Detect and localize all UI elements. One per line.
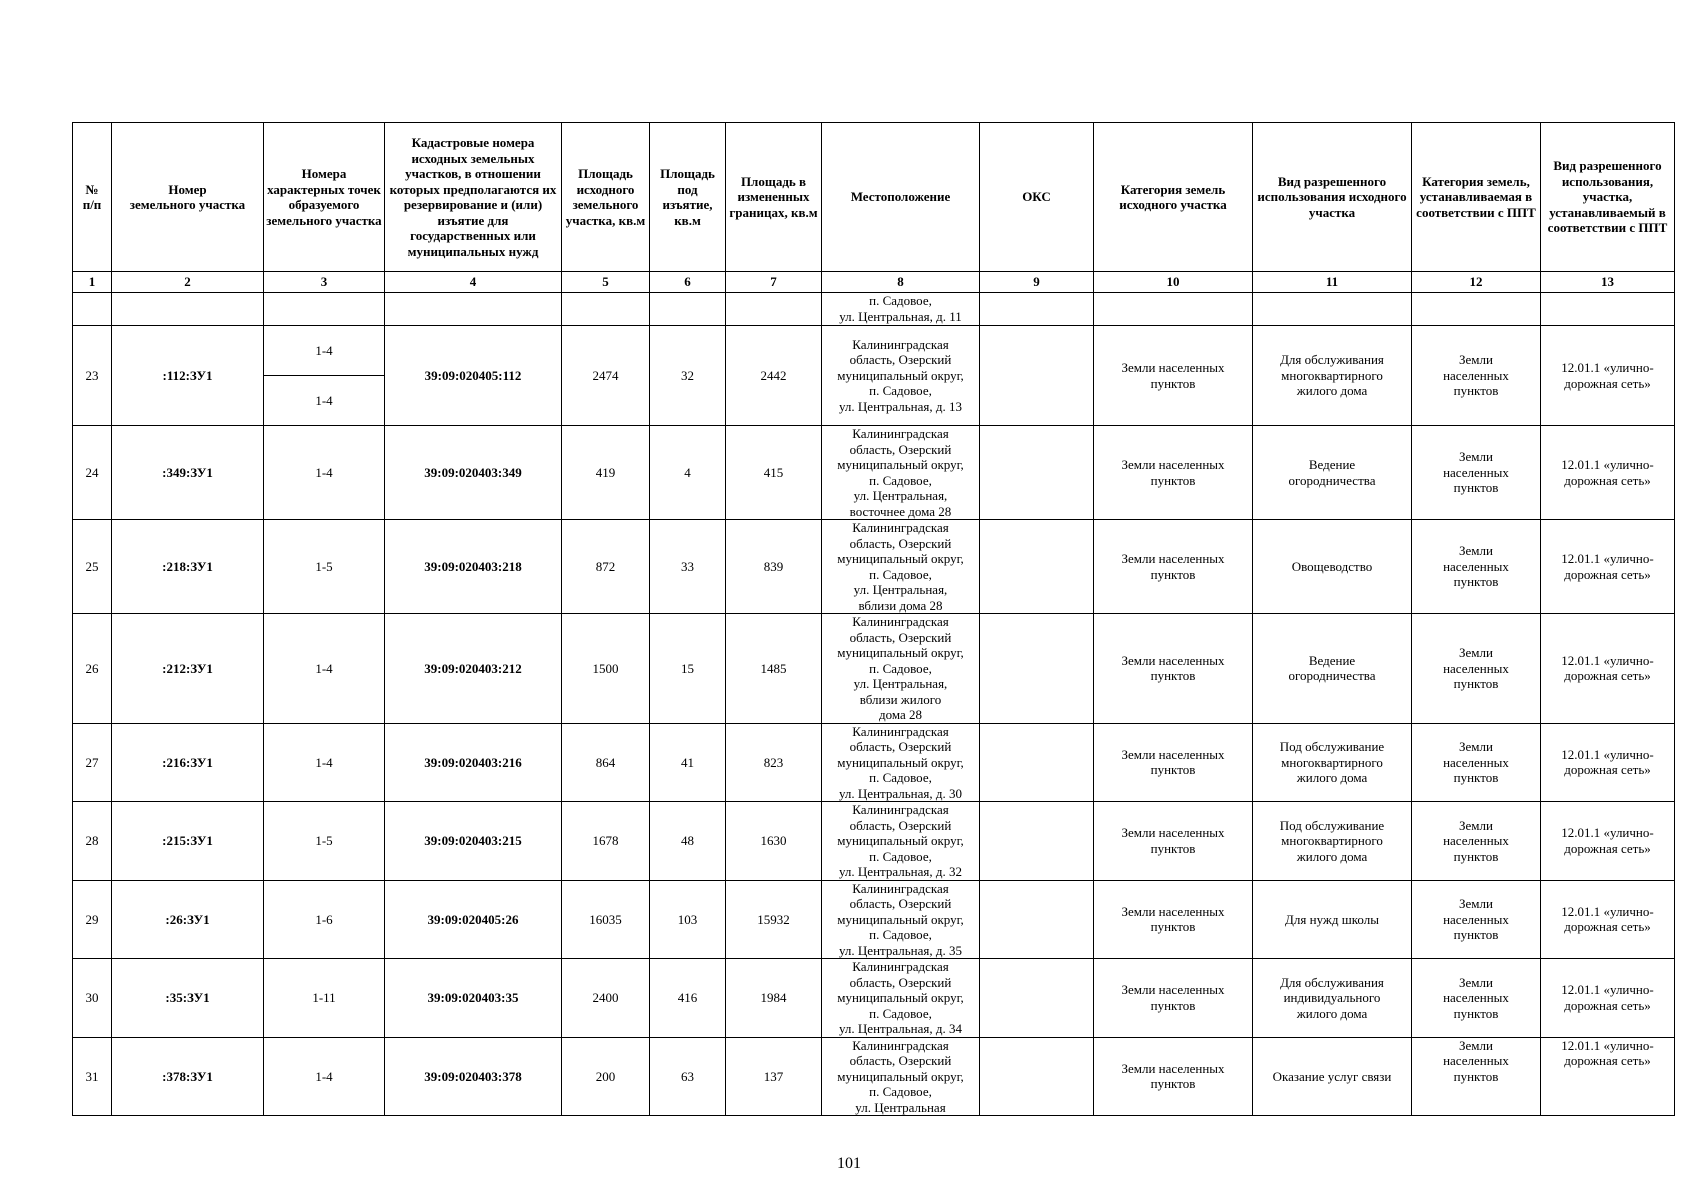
cell-points: 1-11 [264, 959, 385, 1038]
cell-area-new: 823 [726, 723, 822, 802]
cell-points: 1-5 [264, 520, 385, 614]
header-row [73, 123, 1675, 272]
cell-oks [980, 959, 1094, 1038]
cell-cadastral: 39:09:020403:349 [385, 426, 562, 520]
cell-location: Калининградская область, Озерский муниципальный округ, п. Садовое, ул. Центральная, д. 32 [822, 802, 980, 881]
column-number-num: 1 [73, 272, 112, 293]
cell-points: 1-4 [264, 1037, 385, 1116]
cell-use-ppt: 12.01.1 «улично- дорожная сеть» [1541, 959, 1675, 1038]
column-number-category: 10 [1094, 272, 1253, 293]
cell-num: 28 [73, 802, 112, 881]
column-number-area-src: 5 [562, 272, 650, 293]
cell-area-take: 416 [650, 959, 726, 1038]
table-row [73, 959, 1675, 1038]
cell-points: 1-4 [264, 723, 385, 802]
cell-category-ppt: Земли населенных пунктов [1412, 723, 1541, 802]
column-number-cadastral: 4 [385, 272, 562, 293]
column-number-area-take: 6 [650, 272, 726, 293]
column-number-parcel: 2 [112, 272, 264, 293]
header-location: Местоположение [822, 123, 980, 272]
cell-category: Земли населенных пунктов [1094, 723, 1253, 802]
cell-category: Земли населенных пунктов [1094, 520, 1253, 614]
column-number-use: 11 [1253, 272, 1412, 293]
cell-area-src [562, 293, 650, 326]
cell-category: Земли населенных пунктов [1094, 614, 1253, 724]
cell-parcel: :218:ЗУ1 [112, 520, 264, 614]
cell-category-ppt [1412, 293, 1541, 326]
column-number-points: 3 [264, 272, 385, 293]
table-row [73, 880, 1675, 959]
cell-points: 1-5 [264, 802, 385, 881]
cell-category: Земли населенных пунктов [1094, 426, 1253, 520]
cell-num: 25 [73, 520, 112, 614]
cell-area-src: 1500 [562, 614, 650, 724]
cell-parcel: :212:ЗУ1 [112, 614, 264, 724]
cell-oks [980, 880, 1094, 959]
cell-cadastral [385, 293, 562, 326]
cell-oks [980, 802, 1094, 881]
table-row [73, 723, 1675, 802]
cell-area-new [726, 293, 822, 326]
cell-use-ppt: 12.01.1 «улично- дорожная сеть» [1541, 426, 1675, 520]
cell-parcel: :112:ЗУ1 [112, 326, 264, 426]
cell-use: Оказание услуг связи [1253, 1037, 1412, 1116]
cell-use-ppt: 12.01.1 «улично- дорожная сеть» [1541, 723, 1675, 802]
cell-num: 31 [73, 1037, 112, 1116]
cell-num [73, 293, 112, 326]
cell-area-new: 839 [726, 520, 822, 614]
cell-area-src: 872 [562, 520, 650, 614]
cell-parcel: :216:ЗУ1 [112, 723, 264, 802]
cell-use: Для нужд школы [1253, 880, 1412, 959]
cell-oks [980, 1037, 1094, 1116]
cell-parcel: :35:ЗУ1 [112, 959, 264, 1038]
cell-category [1094, 293, 1253, 326]
header-use: Вид разрешенного использования исходного участка [1253, 123, 1412, 272]
cell-use-ppt: 12.01.1 «улично- дорожная сеть» [1541, 614, 1675, 724]
cell-location: Калининградская область, Озерский муниципальный округ, п. Садовое, ул. Центральная, вблизи жилого дома 28 [822, 614, 980, 724]
cell-use-ppt: 12.01.1 «улично- дорожная сеть» [1541, 1037, 1675, 1116]
cell-area-new: 1984 [726, 959, 822, 1038]
column-number-location: 8 [822, 272, 980, 293]
cell-area-take [650, 293, 726, 326]
cell-category-ppt: Земли населенных пунктов [1412, 614, 1541, 724]
cell-cadastral: 39:09:020403:35 [385, 959, 562, 1038]
cell-area-take: 103 [650, 880, 726, 959]
column-number-category-ppt: 12 [1412, 272, 1541, 293]
cell-num: 23 [73, 326, 112, 426]
cell-cadastral: 39:09:020403:212 [385, 614, 562, 724]
header-area-src: Площадь исходного земельного участка, кв.м [562, 123, 650, 272]
cell-num: 30 [73, 959, 112, 1038]
cell-category-ppt: Земли населенных пунктов [1412, 802, 1541, 881]
cell-area-take: 32 [650, 326, 726, 426]
cell-cadastral: 39:09:020403:216 [385, 723, 562, 802]
cell-points [264, 293, 385, 326]
header-category: Категория земель исходного участка [1094, 123, 1253, 272]
cell-cadastral: 39:09:020403:378 [385, 1037, 562, 1116]
cell-category-ppt: Земли населенных пунктов [1412, 959, 1541, 1038]
cell-use-ppt: 12.01.1 «улично- дорожная сеть» [1541, 520, 1675, 614]
cell-use-ppt: 12.01.1 «улично- дорожная сеть» [1541, 880, 1675, 959]
cell-num: 26 [73, 614, 112, 724]
cell-area-take: 48 [650, 802, 726, 881]
cell-oks [980, 326, 1094, 426]
cell-category-ppt: Земли населенных пунктов [1412, 1037, 1541, 1116]
header-oks: ОКС [980, 123, 1094, 272]
column-number-use-ppt: 13 [1541, 272, 1675, 293]
cell-use: Ведение огородничества [1253, 614, 1412, 724]
header-category-ppt: Категория земель, устанавливаемая в соответствии с ППТ [1412, 123, 1541, 272]
header-points: Номера характерных точек образуемого земельного участка [264, 123, 385, 272]
cell-area-take: 41 [650, 723, 726, 802]
cell-oks [980, 293, 1094, 326]
cell-location: Калининградская область, Озерский муниципальный округ, п. Садовое, ул. Центральная [822, 1037, 980, 1116]
cell-use-ppt: 12.01.1 «улично- дорожная сеть» [1541, 326, 1675, 426]
cell-area-new: 2442 [726, 326, 822, 426]
header-use-ppt: Вид разрешенного использования, участка, устанавливаемый в соответствии с ППТ [1541, 123, 1675, 272]
table-row [73, 520, 1675, 614]
cell-area-take: 15 [650, 614, 726, 724]
cell-parcel: :215:ЗУ1 [112, 802, 264, 881]
cell-num: 24 [73, 426, 112, 520]
header-num: № п/п [73, 123, 112, 272]
cell-area-new: 1485 [726, 614, 822, 724]
table-row [73, 614, 1675, 724]
cell-location: Калининградская область, Озерский муниципальный округ, п. Садовое, ул. Центральная, д. 13 [822, 326, 980, 426]
cell-use: Под обслуживание многоквартирного жилого дома [1253, 802, 1412, 881]
header-parcel: Номер земельного участка [112, 123, 264, 272]
cell-oks [980, 723, 1094, 802]
cell-area-src: 200 [562, 1037, 650, 1116]
cell-parcel [112, 293, 264, 326]
cell-area-new: 415 [726, 426, 822, 520]
table-row [73, 1037, 1675, 1116]
cell-category: Земли населенных пунктов [1094, 802, 1253, 881]
table-row [73, 426, 1675, 520]
cell-location: п. Садовое, ул. Центральная, д. 11 [822, 293, 980, 326]
cell-area-src: 1678 [562, 802, 650, 881]
cell-area-new: 137 [726, 1037, 822, 1116]
land-parcels-table [72, 122, 1675, 1116]
cell-category-ppt: Земли населенных пунктов [1412, 426, 1541, 520]
cell-category: Земли населенных пунктов [1094, 326, 1253, 426]
cell-use: Ведение огородничества [1253, 426, 1412, 520]
cell-category: Земли населенных пунктов [1094, 880, 1253, 959]
cell-num: 29 [73, 880, 112, 959]
column-number-oks: 9 [980, 272, 1094, 293]
cell-oks [980, 426, 1094, 520]
cell-area-src: 419 [562, 426, 650, 520]
cell-parcel: :378:ЗУ1 [112, 1037, 264, 1116]
cell-category: Земли населенных пунктов [1094, 959, 1253, 1038]
header-cadastral: Кадастровые номера исходных земельных участков, в отношении которых предполагаются их резервирование и (или) изъятие для государственных или муниципальных нужд [385, 123, 562, 272]
cell-points: 1-4 [264, 326, 385, 376]
cell-use: Для обслуживания индивидуального жилого дома [1253, 959, 1412, 1038]
cell-use: Под обслуживание многоквартирного жилого дома [1253, 723, 1412, 802]
cell-points: 1-4 [264, 614, 385, 724]
column-number-row [73, 272, 1675, 293]
cell-use-ppt: 12.01.1 «улично- дорожная сеть» [1541, 802, 1675, 881]
cell-area-new: 1630 [726, 802, 822, 881]
cell-area-take: 33 [650, 520, 726, 614]
continuation-row [73, 293, 1675, 326]
cell-points: 1-4 [264, 426, 385, 520]
cell-num: 27 [73, 723, 112, 802]
cell-area-src: 2474 [562, 326, 650, 426]
cell-cadastral: 39:09:020405:26 [385, 880, 562, 959]
cell-points: 1-4 [264, 376, 385, 426]
cell-location: Калининградская область, Озерский муниципальный округ, п. Садовое, ул. Центральная, д. 35 [822, 880, 980, 959]
cell-area-src: 864 [562, 723, 650, 802]
cell-parcel: :349:ЗУ1 [112, 426, 264, 520]
cell-category-ppt: Земли населенных пунктов [1412, 520, 1541, 614]
cell-area-new: 15932 [726, 880, 822, 959]
cell-area-take: 63 [650, 1037, 726, 1116]
cell-location: Калининградская область, Озерский муниципальный округ, п. Садовое, ул. Центральная, восточнее дома 28 [822, 426, 980, 520]
cell-area-src: 2400 [562, 959, 650, 1038]
cell-category-ppt: Земли населенных пунктов [1412, 880, 1541, 959]
cell-oks [980, 614, 1094, 724]
cell-location: Калининградская область, Озерский муниципальный округ, п. Садовое, ул. Центральная, д. 34 [822, 959, 980, 1038]
cell-use: Для обслуживания многоквартирного жилого дома [1253, 326, 1412, 426]
cell-oks [980, 520, 1094, 614]
cell-cadastral: 39:09:020403:215 [385, 802, 562, 881]
cell-location: Калининградская область, Озерский муниципальный округ, п. Садовое, ул. Центральная, д. 30 [822, 723, 980, 802]
page-number: 101 [837, 1155, 861, 1172]
cell-use [1253, 293, 1412, 326]
cell-category: Земли населенных пунктов [1094, 1037, 1253, 1116]
cell-area-src: 16035 [562, 880, 650, 959]
header-area-take: Площадь под изъятие, кв.м [650, 123, 726, 272]
cell-category-ppt: Земли населенных пунктов [1412, 326, 1541, 426]
cell-parcel: :26:ЗУ1 [112, 880, 264, 959]
cell-area-take: 4 [650, 426, 726, 520]
cell-location: Калининградская область, Озерский муниципальный округ, п. Садовое, ул. Центральная, вблизи дома 28 [822, 520, 980, 614]
cell-cadastral: 39:09:020403:218 [385, 520, 562, 614]
table-row [73, 802, 1675, 881]
table-row [73, 326, 1675, 376]
cell-use-ppt [1541, 293, 1675, 326]
cell-use: Овощеводство [1253, 520, 1412, 614]
header-area-new: Площадь в измененных границах, кв.м [726, 123, 822, 272]
column-number-area-new: 7 [726, 272, 822, 293]
cell-points: 1-6 [264, 880, 385, 959]
cell-cadastral: 39:09:020405:112 [385, 326, 562, 426]
